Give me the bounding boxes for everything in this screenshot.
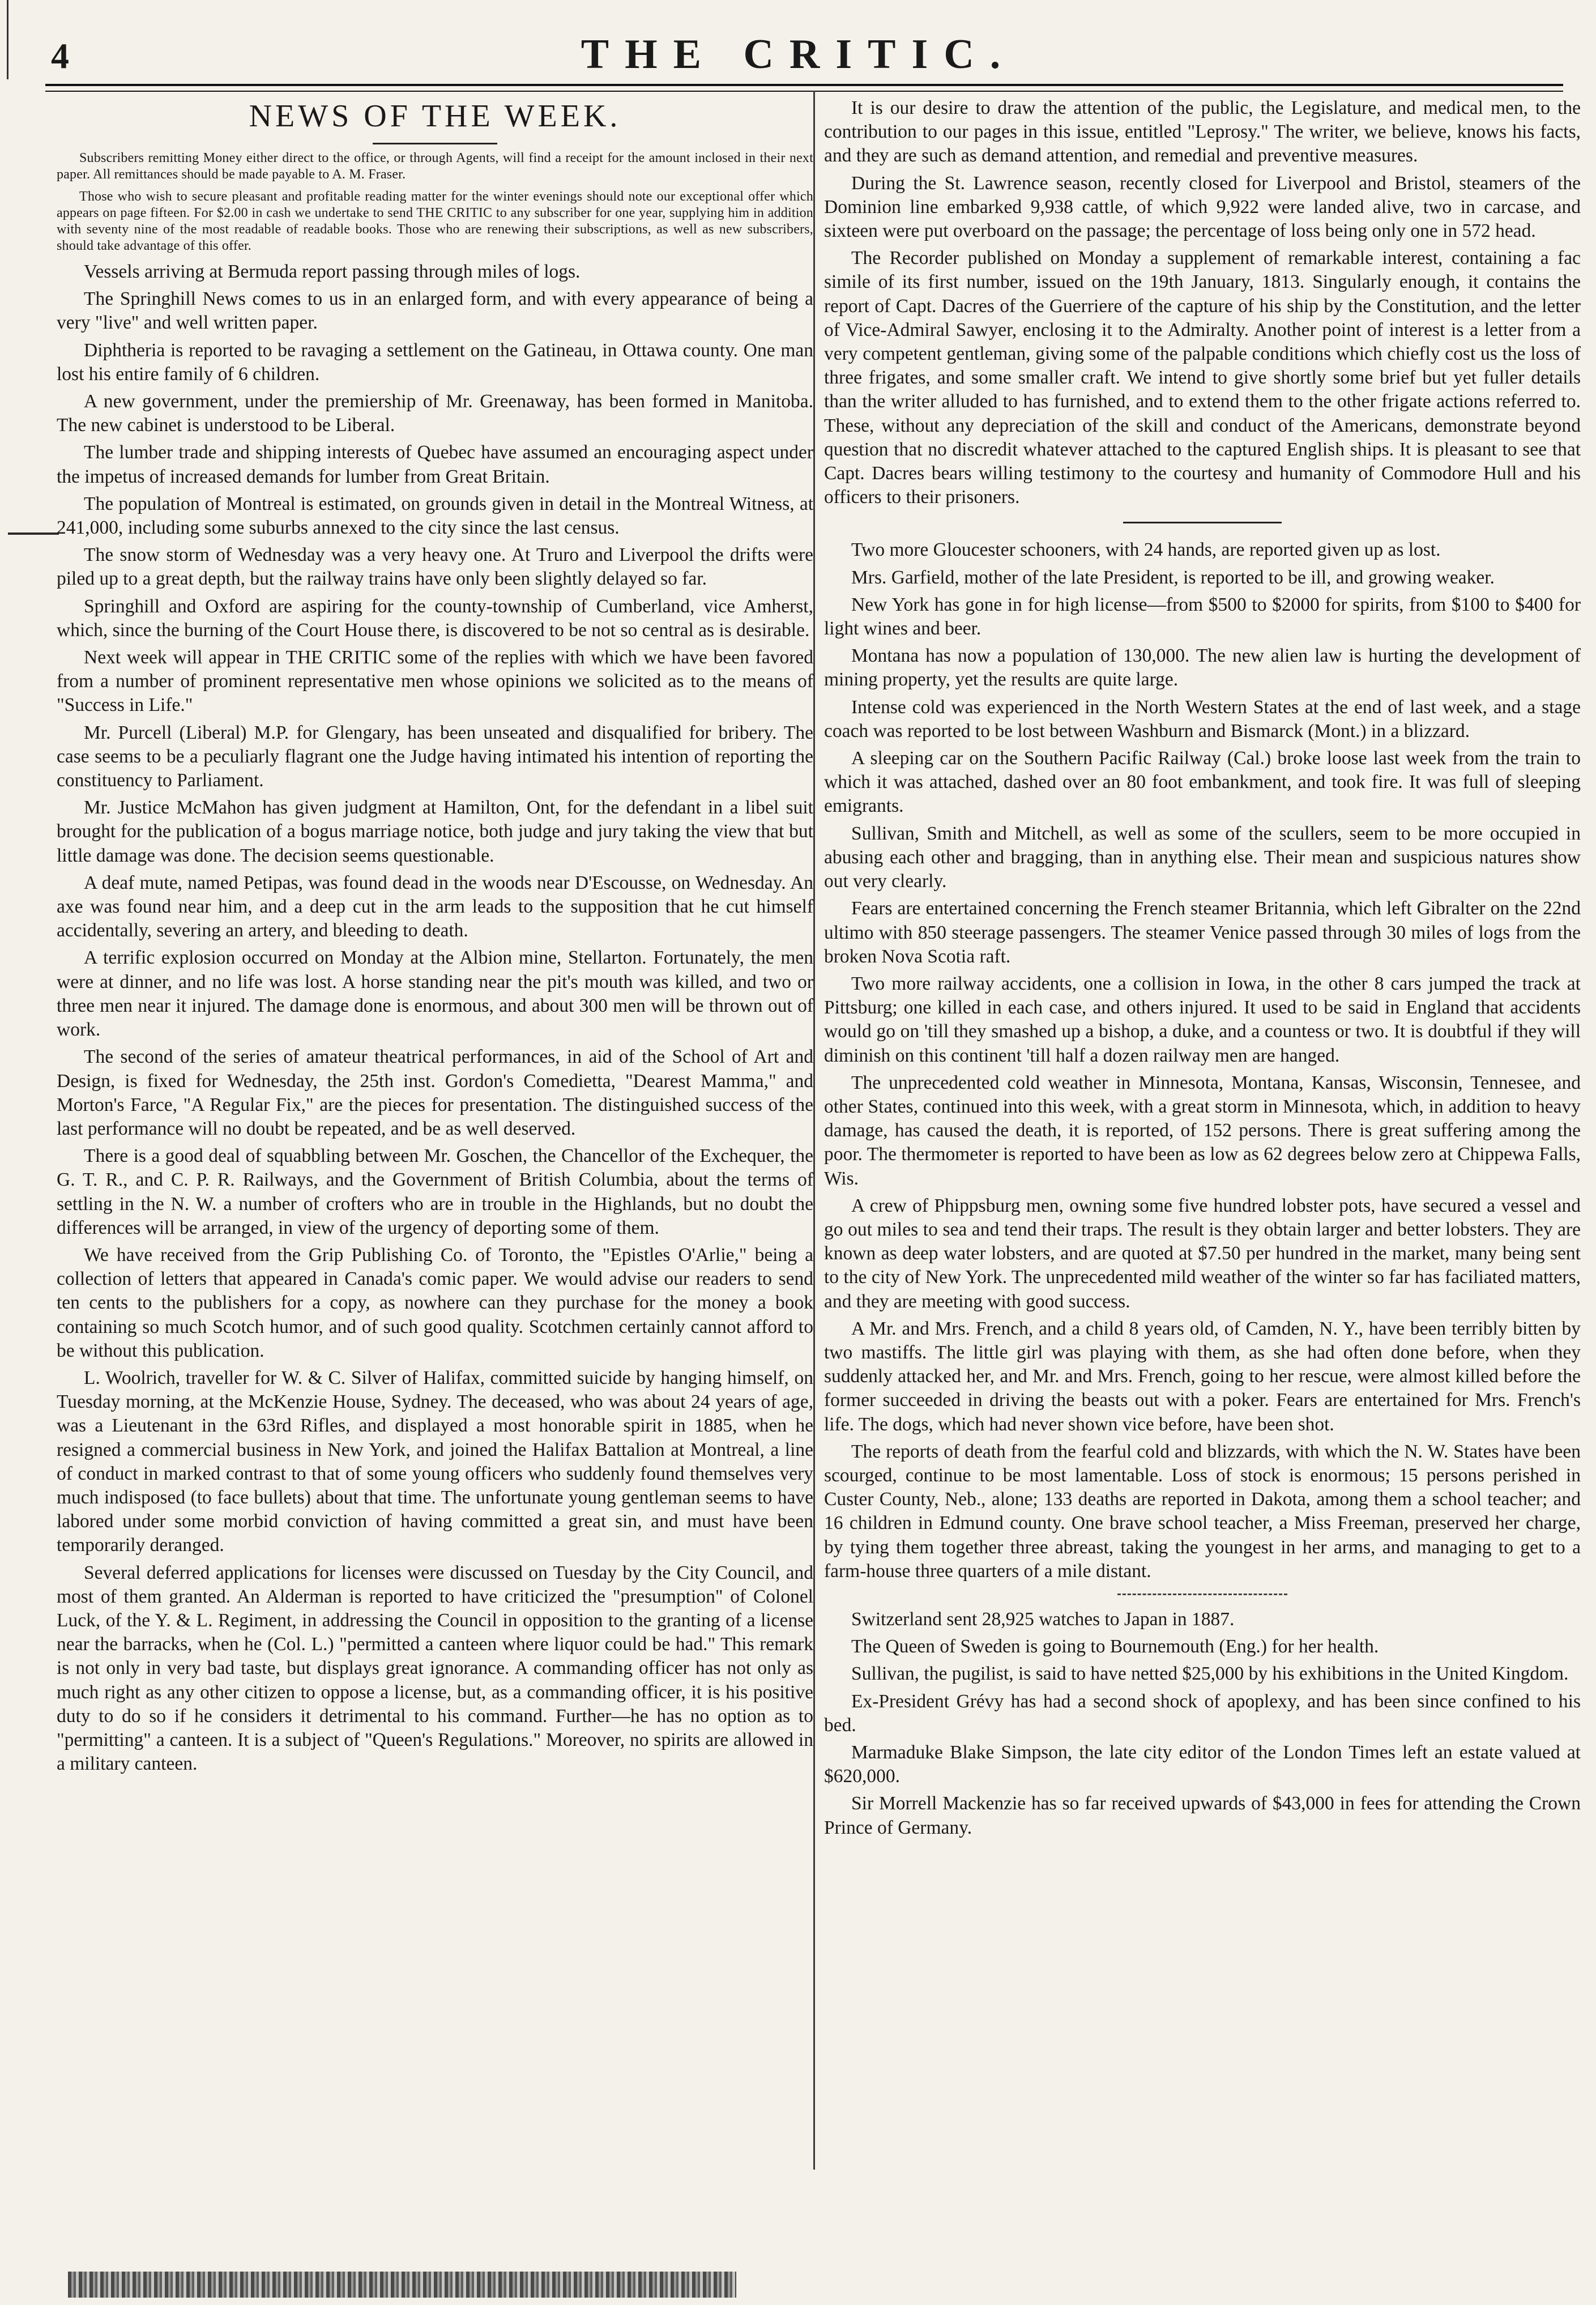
news-item: A terrific explosion occurred on Monday at the Albion mine, Stellarton. Fortunately, the men were at dinner, and no life was lost. A horse standing near the pit's mouth was killed, and two or three men near it injured. The damage done is enormous, and about 300 men will be thrown out of work. (57, 947, 813, 1041)
news-item: New York has gone in for high license—from $500 to $2000 for spirits, from $100 to $400 for light wines and beer. (824, 594, 1581, 640)
news-item: Fears are entertained concerning the French steamer Britannia, which left Gibralter on the 22nd ultimo with 850 steerage passengers. The steamer Venice passed through 30 miles of logs from the broken Nova Scotia raft. (824, 898, 1581, 967)
brief-items (824, 1608, 1581, 1840)
subscriber-notice: Subscribers remitting Money either direct to the office, or through Agents, will find a receipt for the amount inclosed in their next paper. All remittances should be made payable to A. M. Fraser. (57, 151, 813, 182)
section-rule (1123, 522, 1282, 523)
left-news-items (57, 260, 813, 1776)
news-item: The snow storm of Wednesday was a very heavy one. At Truro and Liverpool the drifts were piled up to a great depth, but the railway trains have only been slightly delayed so far. (57, 544, 813, 590)
news-item: The second of the series of amateur theatrical performances, in aid of the School of Art and Design, is fixed for Wednesday, the 25th inst. Gordon's Comedietta, "Dearest Mamma," and Morton's Farce, "A Regular Fix," are the pieces for presentation. The distinguished success of the last performance will no doubt be repeated, and be as well deserved. (57, 1046, 813, 1139)
news-item: L. Woolrich, traveller for W. & C. Silver of Halifax, committed suicide by hanging himself, on Tuesday morning, at the McKenzie House, Sydney. The deceased, who was about 24 years of age, was a Lieutenant in the 63rd Rifles, and displayed a most honorable spirit in 1885, when he resigned a commercial business in New York, and joined the Halifax Battalion at Montreal, a line of conduct in marked contrast to that of some young officers who suddenly found themselves very much indisposed (to face bullets) about that time. The unfortunate young gentleman seems to have labored under some morbid conviction of having committed a great sin, and must have been temporarily deranged. (57, 1367, 813, 1556)
news-item: The lumber trade and shipping interests of Quebec have assumed an encouraging aspect under the impetus of increased demands for lumber from Great Britain. (57, 442, 813, 487)
print-damage-strip (68, 2272, 736, 2298)
margin-mark (8, 532, 59, 535)
news-item: Vessels arriving at Bermuda report passing through miles of logs. (84, 261, 581, 282)
masthead (34, 23, 1563, 85)
news-item: Sir Morrell Mackenzie has so far received upwards of $43,000 in fees for attending the Crown Prince of Germany. (824, 1793, 1581, 1838)
news-item: During the St. Lawrence season, recently closed for Liverpool and Bristol, steamers of the Dominion line embarked 9,938 cattle, of which 9,922 were landed alive, two in carcase, and sixteen were put overboard on the passage; the percentage of loss being only one in 572 head. (824, 172, 1581, 242)
heading-rule (373, 143, 497, 144)
margin-rule (7, 0, 8, 79)
news-item: A Mr. and Mrs. French, and a child 8 years old, of Camden, N. Y., have been terribly bitten by two mastiffs. The little girl was playing with them, as she had often done before, when they suddenly attacked her, and Mr. and Mrs. French, going to her rescue, were almost killed before the former succeeded in driving the beasts out with a poker. Fears are entertained for Mrs. French's life. The dogs, which had never shown vice before, have been shot. (824, 1318, 1581, 1435)
page-number: 4 (51, 36, 69, 76)
news-item: A sleeping car on the Southern Pacific Railway (Cal.) broke loose last week from the train to which it was attached, dashed over an 80 foot embankment, and took fire. It was full of sleeping emigrants. (824, 748, 1581, 817)
news-item: Two more railway accidents, one a collision in Iowa, in the other 8 cars jumped the track at Pittsburg; one killed in each case, and others injured. It used to be said in England that accidents would go on 'till they smashed up a bishop, a duke, and a countess or two. It is doubtful if they will diminish on this continent 'till half a dozen railway men are hanged. (824, 973, 1581, 1066)
news-item: Intense cold was experienced in the North Western States at the end of last week, and a stage coach was reported to be lost between Washburn and Bismarck (Mont.) in a blizzard. (824, 696, 1581, 742)
news-item: Mr. Purcell (Liberal) M.P. for Glengary, has been unseated and disqualified for bribery. The case seems to be a peculiarly flagrant one the Judge having intimated his intention of reporting the constituency to Parliament. (57, 722, 813, 791)
subscriber-notice: Those who wish to secure pleasant and profitable reading matter for the winter evenings should note our exceptional offer which appears on page fifteen. For $2.00 in cash we undertake to send THE CRITIC to any subscriber for one year, supplying him in addition with seventy nine of the most readable of readable books. Those who are renewing their subscriptions, as well as new subscribers, should take advantage of this offer. (57, 189, 813, 253)
dashed-rule (1117, 1594, 1287, 1595)
news-item: The reports of death from the fearful cold and blizzards, with which the N. W. States have been scourged, continue to be most lamentable. Loss of stock is enormous; 15 persons perished in Custer County, Neb., alone; 133 deaths are reported in Dakota, among them a school teacher; and 16 children in Edmund county. One brave school teacher, a Miss Freeman, preserved her charge, by tying them together three abreast, taking the youngest in her arms, and managing to get to a farm-house three quarters of a mile distant. (824, 1441, 1581, 1582)
section-heading: NEWS OF THE WEEK. (249, 99, 621, 134)
news-item: Springhill and Oxford are aspiring for the county-township of Cumberland, vice Amherst, which, since the burning of the Court House there, is discovered to be not so central as is desirable. (57, 595, 813, 641)
column-rule (813, 91, 815, 2170)
news-item: The unprecedented cold weather in Minnesota, Montana, Kansas, Wisconsin, Tennesee, and other States, continued into this week, with a great storm in Minnesota, which, in addition to heavy damage, has caused the death, it is reported, of 152 persons. There is great suffering among the poor. The thermometer is reported to have been as low as 62 degrees below zero at Chippewa Falls, Wis. (824, 1072, 1581, 1189)
news-item: Montana has now a population of 130,000. The new alien law is hurting the development of mining property, yet the results are quite large. (824, 645, 1581, 691)
news-item: There is a good deal of squabbling between Mr. Goschen, the Chancellor of the Exchequer, the G. T. R., and C. P. R. Railways, and the Government of British Columbia, about the terms of settling in the N. W. a number of crofters who are in trouble in the Highlands, but no doubt the differences will be arranged, in view of the urgency of deporting some of them. (57, 1145, 813, 1238)
news-item: Switzerland sent 28,925 watches to Japan in 1887. (851, 1608, 1235, 1630)
news-item: The Springhill News comes to us in an enlarged form, and with every appearance of being a very "live" and well written paper. (57, 288, 813, 334)
news-item: The population of Montreal is estimated, on grounds given in detail in the Montreal Witness, at 241,000, including some suburbs annexed to the city since the last census. (57, 493, 813, 539)
right-column (824, 96, 1581, 1843)
news-item: Mr. Justice McMahon has given judgment at Hamilton, Ont, for the defendant in a libel suit brought for the publication of a bogus marriage notice, both judge and jury taking the view that but little damage was done. The decision seems questionable. (57, 797, 813, 866)
news-item: It is our desire to draw the attention of the public, the Legislature, and medical men, to the contribution to our pages in this issue, entitled "Leprosy." The writer, we believe, knows his facts, and they are such as demand attention, and remedial and preventive measures. (824, 97, 1581, 167)
news-item: The Recorder published on Monday a supplement of remarkable interest, containing a fac simile of its first number, issued on the 19th January, 1813. Singularly enough, it contains the report of Capt. Dacres of the Guerriere of the capture of his ship by the Constitution, and the letter of Vice-Admiral Sawyer, enclosing it to the Admiralty. Another point of interest is a letter from a very competent gentleman, giving some of the palpable conditions which chiefly cost us the loss of three frigates, and some smaller craft. We intend to give shortly some brief but yet fuller details than the writer alluded to has furnished, and to extend them to the other frigate actions referred to. These, without any depreciation of the skill and conduct of the Americans, demonstrate beyond question that no discredit whatever attached to the captured English ships. It is pleasant to see that Capt. Dacres bears willing testimony to the courtesy and humanity of Commodore Hull and his officers to their prisoners. (824, 248, 1581, 508)
news-item: Sullivan, Smith and Mitchell, as well as some of the scullers, seem to be more occupied in abusing each other and bragging, than in anything else. Their mean and suspicious natures show out very clearly. (824, 823, 1581, 892)
news-item: The Queen of Sweden is going to Bournemouth (Eng.) for her health. (851, 1636, 1379, 1658)
left-column (57, 96, 813, 1779)
masthead-rule (45, 84, 1563, 92)
news-item: Ex-President Grévy has had a second shock of apoplexy, and has been since confined to his bed. (824, 1690, 1581, 1736)
paper-title: THE CRITIC. (581, 31, 1017, 78)
news-item: Diphtheria is reported to be ravaging a settlement on the Gatineau, in Ottawa county. One man lost his entire family of 6 children. (57, 339, 813, 385)
right-news-items (824, 538, 1581, 1583)
editorial-items (824, 96, 1581, 509)
news-item: A crew of Phippsburg men, owning some five hundred lobster pots, have secured a vessel and go out miles to sea and tend their traps. The result is they obtain larger and better lobsters. They are known as deep water lobsters, and are quoted at $7.50 per hundred in the market, many being sent to the city of New York. The unprecedented mild weather of the winter so far has faciliated matters, and they are meeting with good success. (824, 1195, 1581, 1312)
news-item: Two more Gloucester schooners, with 24 hands, are reported given up as lost. (851, 539, 1441, 561)
news-item: A new government, under the premiership of Mr. Greenaway, has been formed in Manitoba. The new cabinet is understood to be Liberal. (57, 391, 813, 436)
news-item: Mrs. Garfield, mother of the late President, is reported to be ill, and growing weaker. (851, 566, 1495, 588)
subscriber-notices (57, 150, 813, 254)
news-item: We have received from the Grip Publishing Co. of Toronto, the "Epistles O'Arlie," being a collection of letters that appeared in Canada's comic paper. We would advise our readers to send ten cents to the publishers for a copy, as nowhere can they purchase for the money a book containing so much Scotch humor, and of such good quality. Scotchmen certainly cannot afford to be without this publication. (57, 1244, 813, 1361)
news-item: A deaf mute, named Petipas, was found dead in the woods near D'Escousse, on Wednesday. An axe was found near him, and a deep cut in the arm leads to the supposition that he cut himself accidentally, severing an artery, and bleeding to death. (57, 872, 813, 941)
news-item: Next week will appear in THE CRITIC some of the replies with which we have been favored from a number of prominent representative men whose opinions we solicited as to the means of "Success in Life." (57, 647, 813, 716)
news-item: Several deferred applications for licenses were discussed on Tuesday by the City Council, and most of them granted. An Alderman is reported to have criticized the "presumption" of Colonel Luck, of the Y. & L. Regiment, in addressing the Council in opposition to the granting of a license near the barracks, when he (Col. L.) "permitted a canteen where liquor could be had." This remark is not only in very bad taste, but displays great ignorance. A commanding officer has not only as much right as any other citizen to oppose a license, but, as a commanding officer, it is his positive duty to do so if he considers it detrimental to his command. Further—he has no option as to "permitting" a canteen. It is a subject of "Queen's Regulations." Moreover, no spirits are allowed in a military canteen. (57, 1562, 813, 1775)
news-item: Marmaduke Blake Simpson, the late city editor of the London Times left an estate valued at $620,000. (824, 1742, 1581, 1787)
news-item: Sullivan, the pugilist, is said to have netted $25,000 by his exhibitions in the United Kingdom. (851, 1663, 1569, 1685)
